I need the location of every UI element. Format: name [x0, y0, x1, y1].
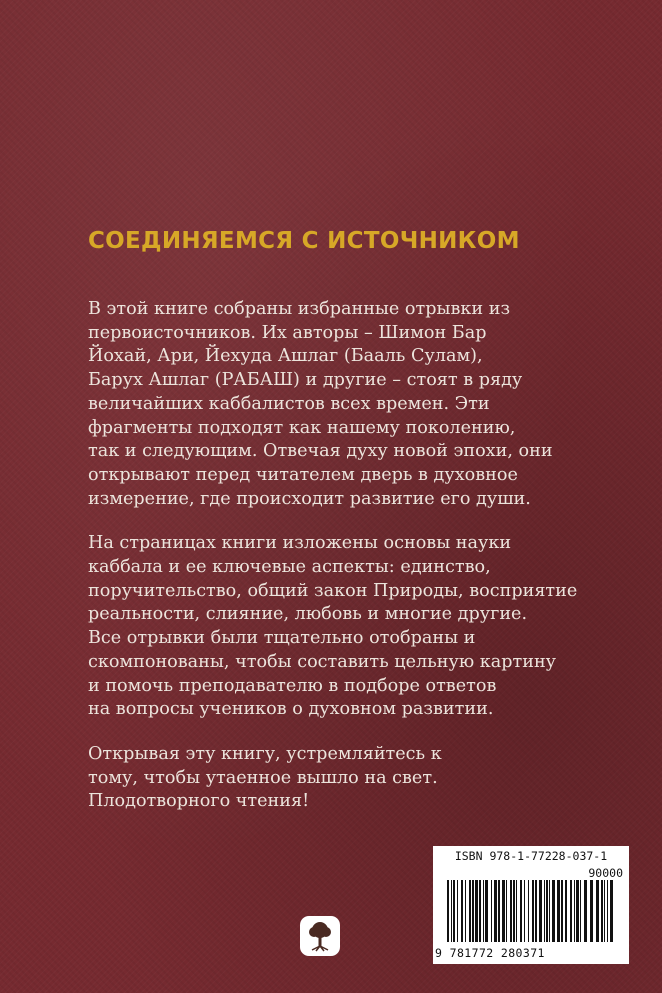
- barcode-bars: [447, 880, 617, 946]
- heading: СОЕДИНЯЕМСЯ С ИСТОЧНИКОМ: [88, 228, 520, 254]
- paragraph-closing: Открывая эту книгу, устремляйтесь к тому, чтобы утаенное вышло на свет. Плодотворного чтения!: [88, 743, 442, 812]
- tree-icon: [300, 916, 340, 956]
- ean-digits: 9 781772 280371: [435, 946, 545, 960]
- barcode-label: [433, 846, 629, 964]
- paragraph-intro: В этой книге собраны избранные отрывки из первоисточников. Их авторы – Шимон Бар Йохай, Ари, Йехуда Ашлаг (Бааль Сулам), Барух Ашлаг (РАБАШ) и другие – стоят в ряду величайших каббалистов всех времен. Эти фрагменты подходят как нашему поколению, так и следующим. Отвечая духу новой эпохи, они открывают перед читателем дверь в духовное измерение, где происходит развитие его души.: [88, 299, 553, 509]
- back-cover-text: [88, 298, 628, 835]
- paragraph-contents: На страницах книги изложены основы науки каббала и ее ключевые аспекты: единство, поручительство, общий закон Природы, восприятие реальности, слияние, любовь и многие другие. Все отрывки были тщательно отобраны и скомпонованы, чтобы составить цельную картину и помочь преподавателю в подборе ответов на вопросы учеников о духовном развитии.: [88, 533, 578, 720]
- isbn-text: ISBN 978-1-77228-037-1: [454, 849, 608, 863]
- price-code: 90000: [588, 866, 623, 880]
- publisher-logo: [300, 916, 340, 956]
